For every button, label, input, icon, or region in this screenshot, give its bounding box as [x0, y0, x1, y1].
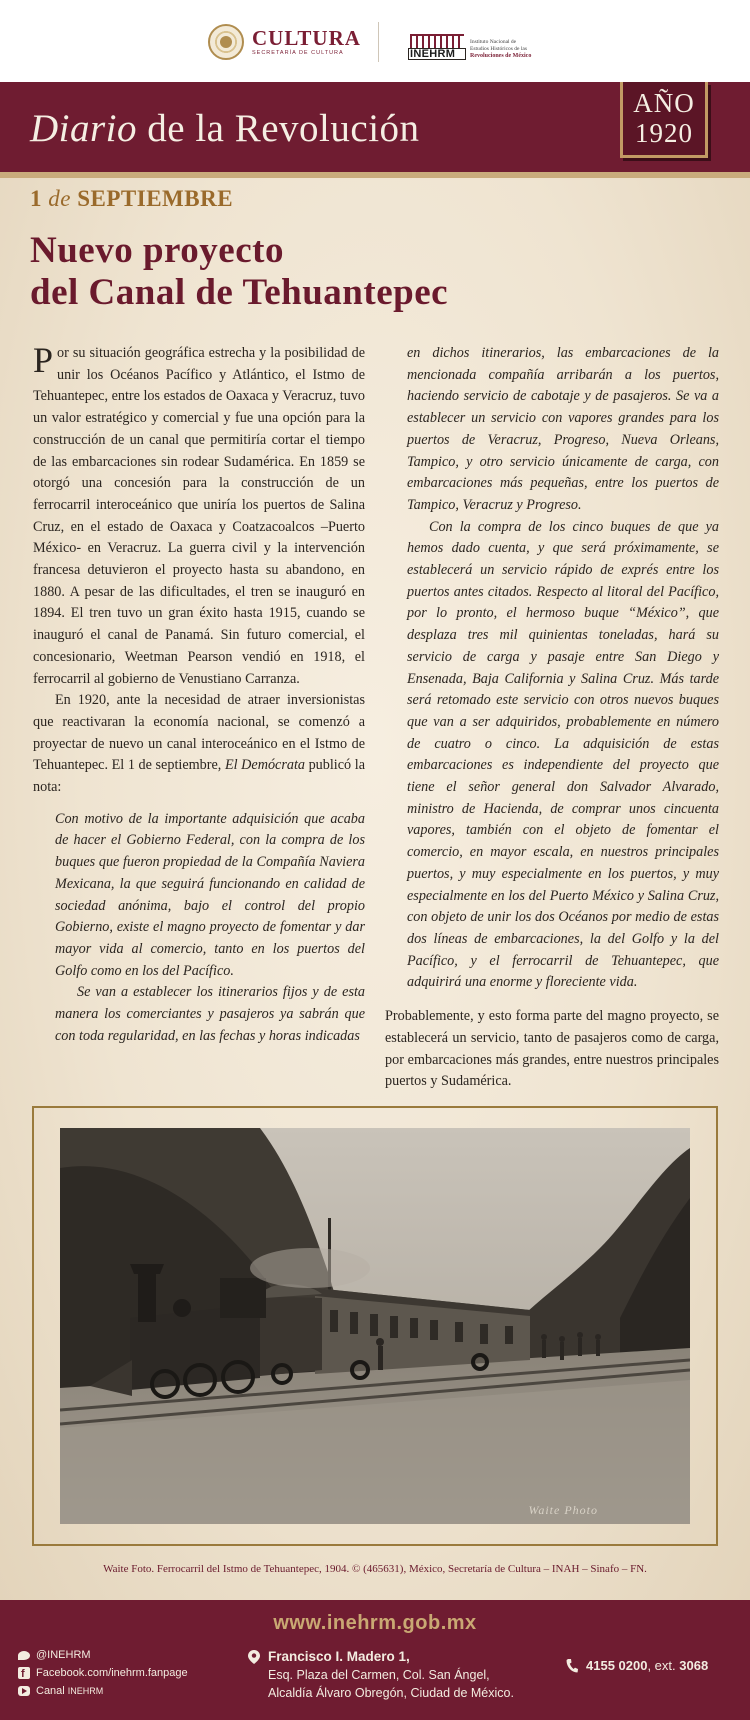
train-photo-illustration: [60, 1128, 690, 1524]
cultura-name: CULTURA: [252, 26, 361, 50]
quote-paragraph: Con motivo de la importante adquisición que acaba de hacer el Gobierno Federal, con la compra de los buques que fueron propiedad de la Compañía Naviera Mexicana, la que seguirá funcionando en calidad de sociedad anónima, bajo el control del propio Gobierno, existe el magno proyecto de fomentar y dar mayor vida al comercio, tanto en los puertos del Golfo como en los del Pacífico.: [55, 810, 365, 979]
social-links: [18, 1646, 188, 1700]
inehrm-description: [470, 39, 531, 60]
article-body: [0, 178, 750, 1600]
publication-title: [30, 106, 420, 151]
twitter-icon: [18, 1651, 30, 1660]
address-street: Francisco I. Madero 1,: [268, 1649, 410, 1664]
phone-number: 4155 0200: [586, 1658, 648, 1673]
quote-paragraph: Con la compra de los cinco buques de que ya hemos dado cuenta, y que será próximamente, se establecerá un servicio rápido de exprés entre los puertos antes citados. Respecto al litoral del Pacífico, por lo pronto, el hermoso buque “México”, que desplaza tres mil quinientas toneladas, hará su servicio de carga y pasaje entre San Diego y Ensenada, Baja California y Salina Cruz. Más tarde será retomado este servicio con otros nuevos buques que van a ser adquiridos, probablemente en número de cuatro o cinco. La adquisición de estas embarcaciones es independiente del proyecto que tiene el señor general don Salvador Alvarado, ministro de Hacienda, de comprar unos cincuenta vapores, también con el objeto de fomentar el comercio, en mayor escala, en nuestros principales puertos, y muy especialmente en los puertos, y muy especialmente en los del Puerto México y Salina Cruz, con objeto de unir los dos Océanos por medio de estas dos líneas de embarcaciones, la del Golfo y la del Pacífico, y el ferrocarril de Tehuantepec, que adquirirá una enorme y floreciente vida.: [407, 518, 719, 991]
address-line: Esq. Plaza del Carmen, Col. San Ángel,: [268, 1668, 490, 1682]
location-pin-icon: [248, 1650, 260, 1664]
paragraph-context: [33, 690, 365, 799]
paragraph-intro: [33, 340, 366, 690]
address-block: [248, 1648, 514, 1702]
cultura-seal-icon: [208, 24, 244, 60]
address-line: Alcaldía Álvaro Obregón, Ciudad de México.: [268, 1686, 514, 1700]
publication-title-rest: de la Revolución: [137, 107, 420, 150]
historic-train-photo: [60, 1128, 690, 1524]
cultura-logo[interactable]: [208, 22, 361, 62]
youtube-link[interactable]: [18, 1682, 188, 1700]
inehrm-desc-line: Instituto Nacional de: [470, 39, 517, 45]
quote-paragraph: Se van a establecer los itinerarios fijos y de esta manera los comerciantes y pasajeros ya sabrán que con toda regularidad, en las fechas y horas indicadas: [55, 984, 365, 1044]
phone-icon: [566, 1659, 578, 1673]
inehrm-building-icon: [408, 30, 466, 60]
youtube-channel: INEHRM: [67, 1686, 104, 1696]
logo-divider: [378, 22, 379, 62]
date-month: SEPTIEMBRE: [77, 186, 234, 211]
photo-caption: Waite Foto. Ferrocarril del Istmo de Tehuantepec, 1904. © (465631), México, Secretaría de Cultura – INAH – Sinafo – FN.: [103, 1563, 647, 1575]
year-box: [620, 82, 708, 158]
website-link[interactable]: www.inehrm.gob.mx: [273, 1612, 477, 1634]
facebook-link[interactable]: [18, 1664, 188, 1682]
phone-contact[interactable]: [566, 1658, 708, 1673]
twitter-link[interactable]: [18, 1646, 188, 1664]
article-column-right: [385, 343, 719, 1093]
youtube-label: Canal: [36, 1685, 65, 1697]
inehrm-acronym: INEHRM: [410, 48, 456, 60]
paragraph-text: or su situación geográfica estrecha y la posibilidad de unir los Océanos Pacífico y Atlántico, el Istmo de Tehuantepec, entre los estados de Oaxaca y Veracruz, tuvo un valor estratégico y comercial y fue una opción para la construcción de un canal que permitiría cortar el tiempo de las embarcaciones sin rodear Sudamérica. En 1859 se otorgó una concesión para la construcción de un ferrocarril interoceánico que uniría los puertos de Salina Cruz, en el estado de Oaxaca y Coatzacoalcos –Puerto México- en Veracruz. La guerra civil y la intervención francesa detuvieron el proyecto hasta su abandono, en 1880. A pesar de las dificultades, el tren se inauguró en 1894. El tren tuvo un gran éxito hasta 1915, cuando se inauguró el canal de Panamá. Sin futuro comercial, el concesionario, Weetman Pearson vendió en 1918, el ferrocarril al gobierno de Venustiano Carranza.: [33, 345, 366, 687]
photo-watermark: Waite Photo: [528, 1503, 598, 1517]
cultura-subtitle: SECRETARÍA DE CULTURA: [252, 50, 344, 56]
drop-cap: P: [33, 340, 54, 380]
phone-extension: 3068: [679, 1658, 709, 1673]
closing-paragraph: Probablemente, y esto forma parte del magno proyecto, se establecerá un servicio, tanto de pasajeros como de carga, por embarcaciones más grandes, entre nuestros principales puertos y Sudamérica.: [385, 1008, 719, 1090]
year-label: AÑO: [633, 88, 695, 118]
paragraph-text: En 1920, ante la necesidad de atraer inversionistas que reactivaran la economía nacional, se comenzó a proyectar de nuevo un canal interoceánico en el Istmo de Tehuantepec. El 1 de septiembre,: [33, 692, 365, 774]
newspaper-name: El Demócrata: [224, 757, 305, 774]
youtube-icon: [18, 1686, 30, 1696]
headline-line: del Canal de Tehuantepec: [30, 272, 449, 313]
facebook-icon: [18, 1667, 30, 1679]
article-date: [30, 186, 233, 212]
inehrm-desc-line: Estudios Históricos de las: [470, 46, 527, 52]
date-day: 1: [30, 186, 42, 211]
article-headline: [30, 230, 590, 314]
headline-line: Nuevo proyecto: [30, 230, 284, 271]
date-de: de: [48, 186, 71, 211]
footer: [0, 1600, 750, 1720]
paragraph-text: publicó la nota:: [33, 757, 365, 796]
logo-strip: [0, 0, 750, 82]
article-column-left: [33, 340, 366, 1048]
twitter-handle: @INEHRM: [36, 1649, 91, 1661]
year-value: 1920: [635, 118, 693, 148]
quote-paragraph: en dichos itinerarios, las embarcaciones de la mencionada compañía arribarán a los puertos, haciendo servicio de cabotaje y de pasajeros. Se va a establecer un servicio con vapores grandes para los puertos de Veracruz, Progreso, Nueva Orleans, Tampico, y otro servicio únicamente de carga, con embarcaciones más pequeñas, entre los puertos de Tampico, Veracruz y Progreso.: [407, 345, 719, 513]
phone-ext-label: , ext.: [647, 1658, 676, 1673]
inehrm-logo[interactable]: [408, 26, 531, 60]
publication-title-italic: Diario: [30, 107, 138, 150]
title-banner: [0, 82, 750, 172]
inehrm-desc-line: Revoluciones de México: [470, 53, 532, 59]
photo-frame: [32, 1106, 718, 1546]
facebook-url: Facebook.com/inehrm.fanpage: [36, 1667, 188, 1679]
